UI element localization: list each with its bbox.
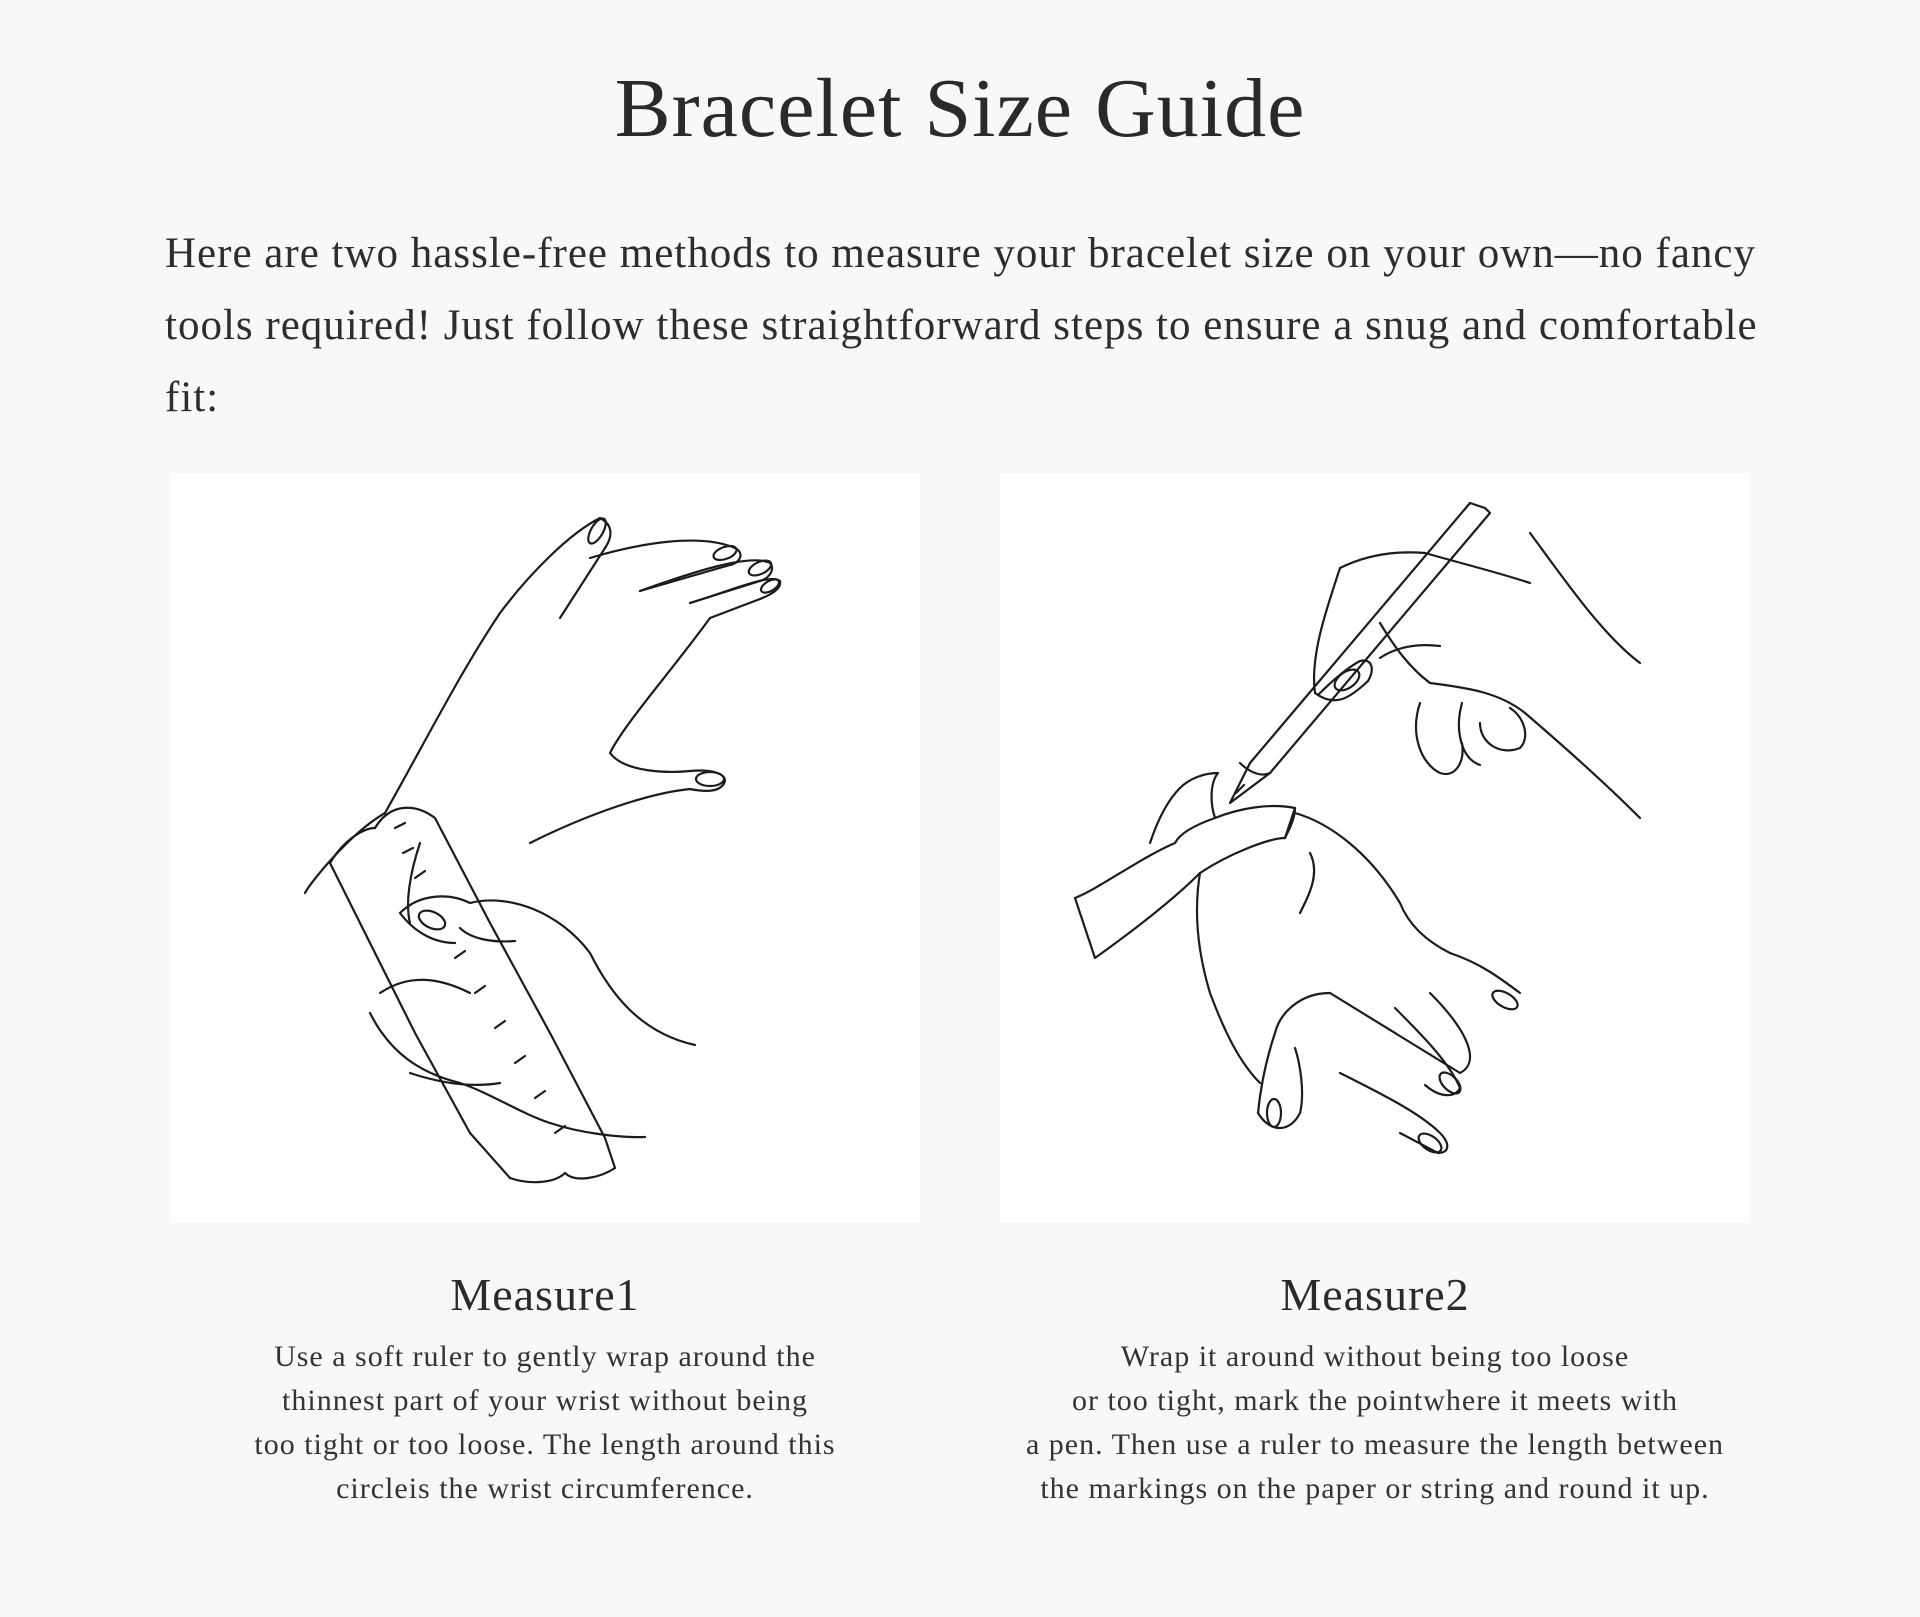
measure2-illustration — [1000, 473, 1750, 1223]
measure2-line-3: a pen. Then use a ruler to measure the length between — [1025, 1428, 1725, 1461]
measure1-line-3: too tight or too loose. The length around this — [254, 1428, 836, 1461]
measure1-title: Measure1 — [450, 1269, 640, 1320]
intro-paragraph: Here are two hassle-free methods to measure your bracelet size on your own—no fancy tools required! Just follow these straightforward steps to ensure a snug and comfortable fit: — [165, 230, 1758, 421]
measure1-section — [135, 1268, 955, 1511]
measure2-title: Measure2 — [1280, 1269, 1470, 1320]
measure1-illustration — [170, 473, 920, 1223]
measure2-line-1: Wrap it around without being too loose — [1120, 1340, 1630, 1373]
measure1-line-1: Use a soft ruler to gently wrap around the — [274, 1340, 816, 1373]
hand-with-pen-and-paper-illustration — [1000, 473, 1750, 1223]
measure2-line-4: the markings on the paper or string and round it up. — [1040, 1472, 1710, 1505]
measure2-line-2: or too tight, mark the pointwhere it meets with — [1071, 1384, 1679, 1417]
measure1-line-2: thinnest part of your wrist without being — [282, 1384, 808, 1417]
measure2-section — [965, 1268, 1785, 1511]
page-title: Bracelet Size Guide — [614, 62, 1306, 155]
measure1-line-4: circleis the wrist circumference. — [336, 1472, 754, 1505]
measure1-description — [135, 1335, 955, 1511]
hand-with-measuring-tape-illustration — [170, 473, 920, 1223]
measure2-description — [965, 1335, 1785, 1511]
